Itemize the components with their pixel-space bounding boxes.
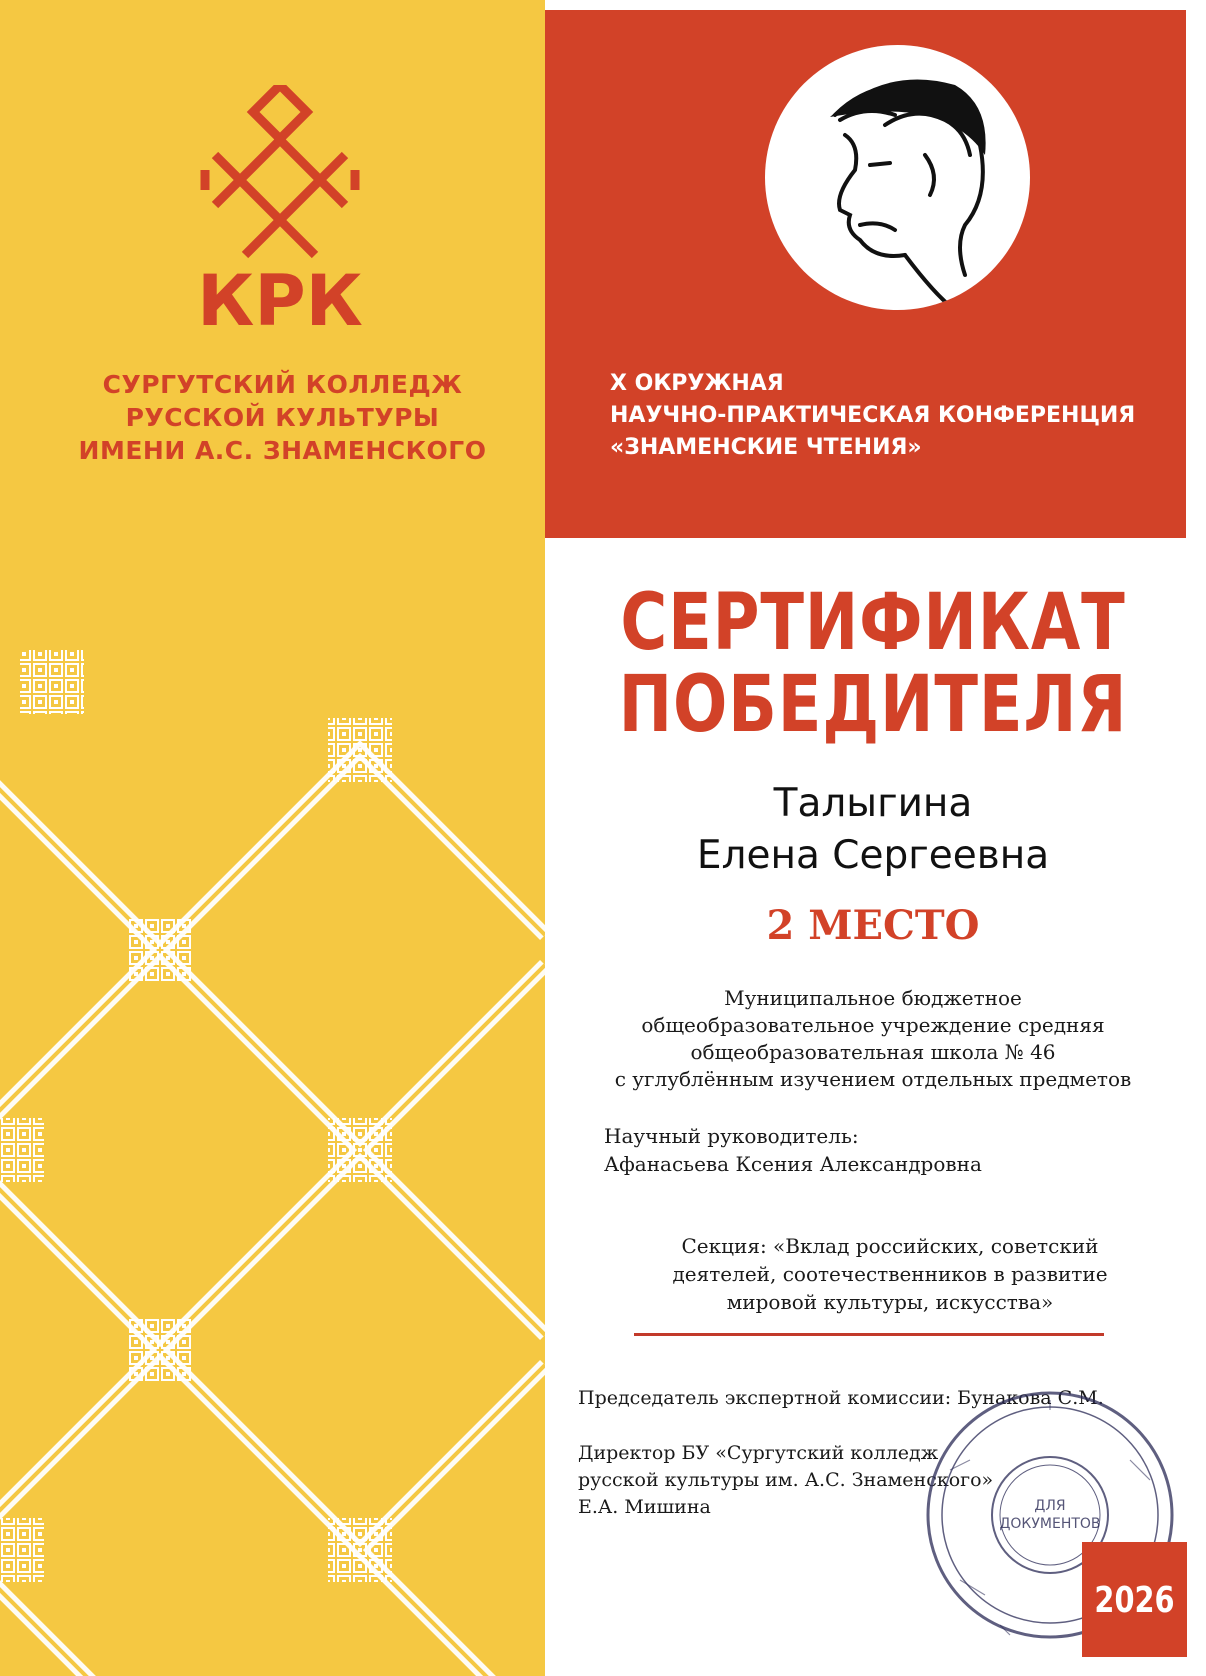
supervisor-name: Афанасьева Ксения Александровна: [604, 1152, 982, 1176]
section-line: Секция: «Вклад российских, советский: [681, 1234, 1099, 1258]
school-line: общеобразовательное учреждение средняя: [641, 1013, 1105, 1037]
stamp-text-line2: ДОКУМЕНТОВ: [999, 1516, 1101, 1532]
supervisor-block: [604, 1122, 1164, 1178]
college-name: [60, 368, 505, 467]
school-line: Муниципальное бюджетное: [724, 986, 1022, 1010]
logo-letters: КРК: [197, 260, 363, 335]
certificate-title: [616, 578, 1129, 750]
school-line: общеобразовательная школа № 46: [690, 1040, 1056, 1064]
section-line: мировой культуры, искусства»: [726, 1290, 1054, 1314]
year-label: 2026: [1094, 1580, 1175, 1621]
college-name-line: РУССКОЙ КУЛЬТУРЫ: [125, 403, 440, 432]
winner-name: [560, 778, 1186, 882]
winner-given-names: Елена Сергеевна: [696, 833, 1050, 878]
portrait-drawing: [765, 45, 1030, 310]
left-panel: [0, 0, 545, 1676]
conference-line: «ЗНАМЕНСКИЕ ЧТЕНИЯ»: [610, 435, 922, 460]
director-line: Директор БУ «Сургутский колледж: [578, 1442, 939, 1464]
school-line: с углублённым изучением отдельных предметов: [614, 1067, 1132, 1091]
divider-line: [634, 1333, 1104, 1336]
conference-title: [610, 368, 1170, 464]
chair-signature: Председатель экспертной комиссии: Бунакова С.М.: [578, 1387, 1104, 1409]
college-logo: [195, 85, 365, 335]
place-award: 2 МЕСТО: [766, 902, 980, 949]
title-line: ПОБЕДИТЕЛЯ: [618, 660, 1128, 750]
conference-line: НАУЧНО-ПРАКТИЧЕСКАЯ КОНФЕРЕНЦИЯ: [610, 403, 1136, 428]
college-name-line: ИМЕНИ А.С. ЗНАМЕНСКОГО: [78, 436, 487, 465]
conference-line: X ОКРУЖНАЯ: [610, 371, 784, 396]
winner-surname: Талыгина: [773, 781, 973, 826]
school-name: [570, 985, 1176, 1093]
director-line: Е.А. Мишина: [578, 1496, 711, 1518]
section-block: [600, 1232, 1180, 1316]
title-line: СЕРТИФИКАТ: [620, 578, 1126, 668]
stamp-text-line1: ДЛЯ: [1034, 1498, 1066, 1514]
portrait-medallion: [765, 45, 1030, 310]
supervisor-label: Научный руководитель:: [604, 1124, 859, 1148]
section-line: деятелей, соотечественников в развитие: [672, 1262, 1108, 1286]
college-name-line: СУРГУТСКИЙ КОЛЛЕДЖ: [102, 370, 463, 399]
director-line: русской культуры им. А.С. Знаменского»: [578, 1469, 994, 1491]
ornament-pattern: [0, 630, 545, 1676]
